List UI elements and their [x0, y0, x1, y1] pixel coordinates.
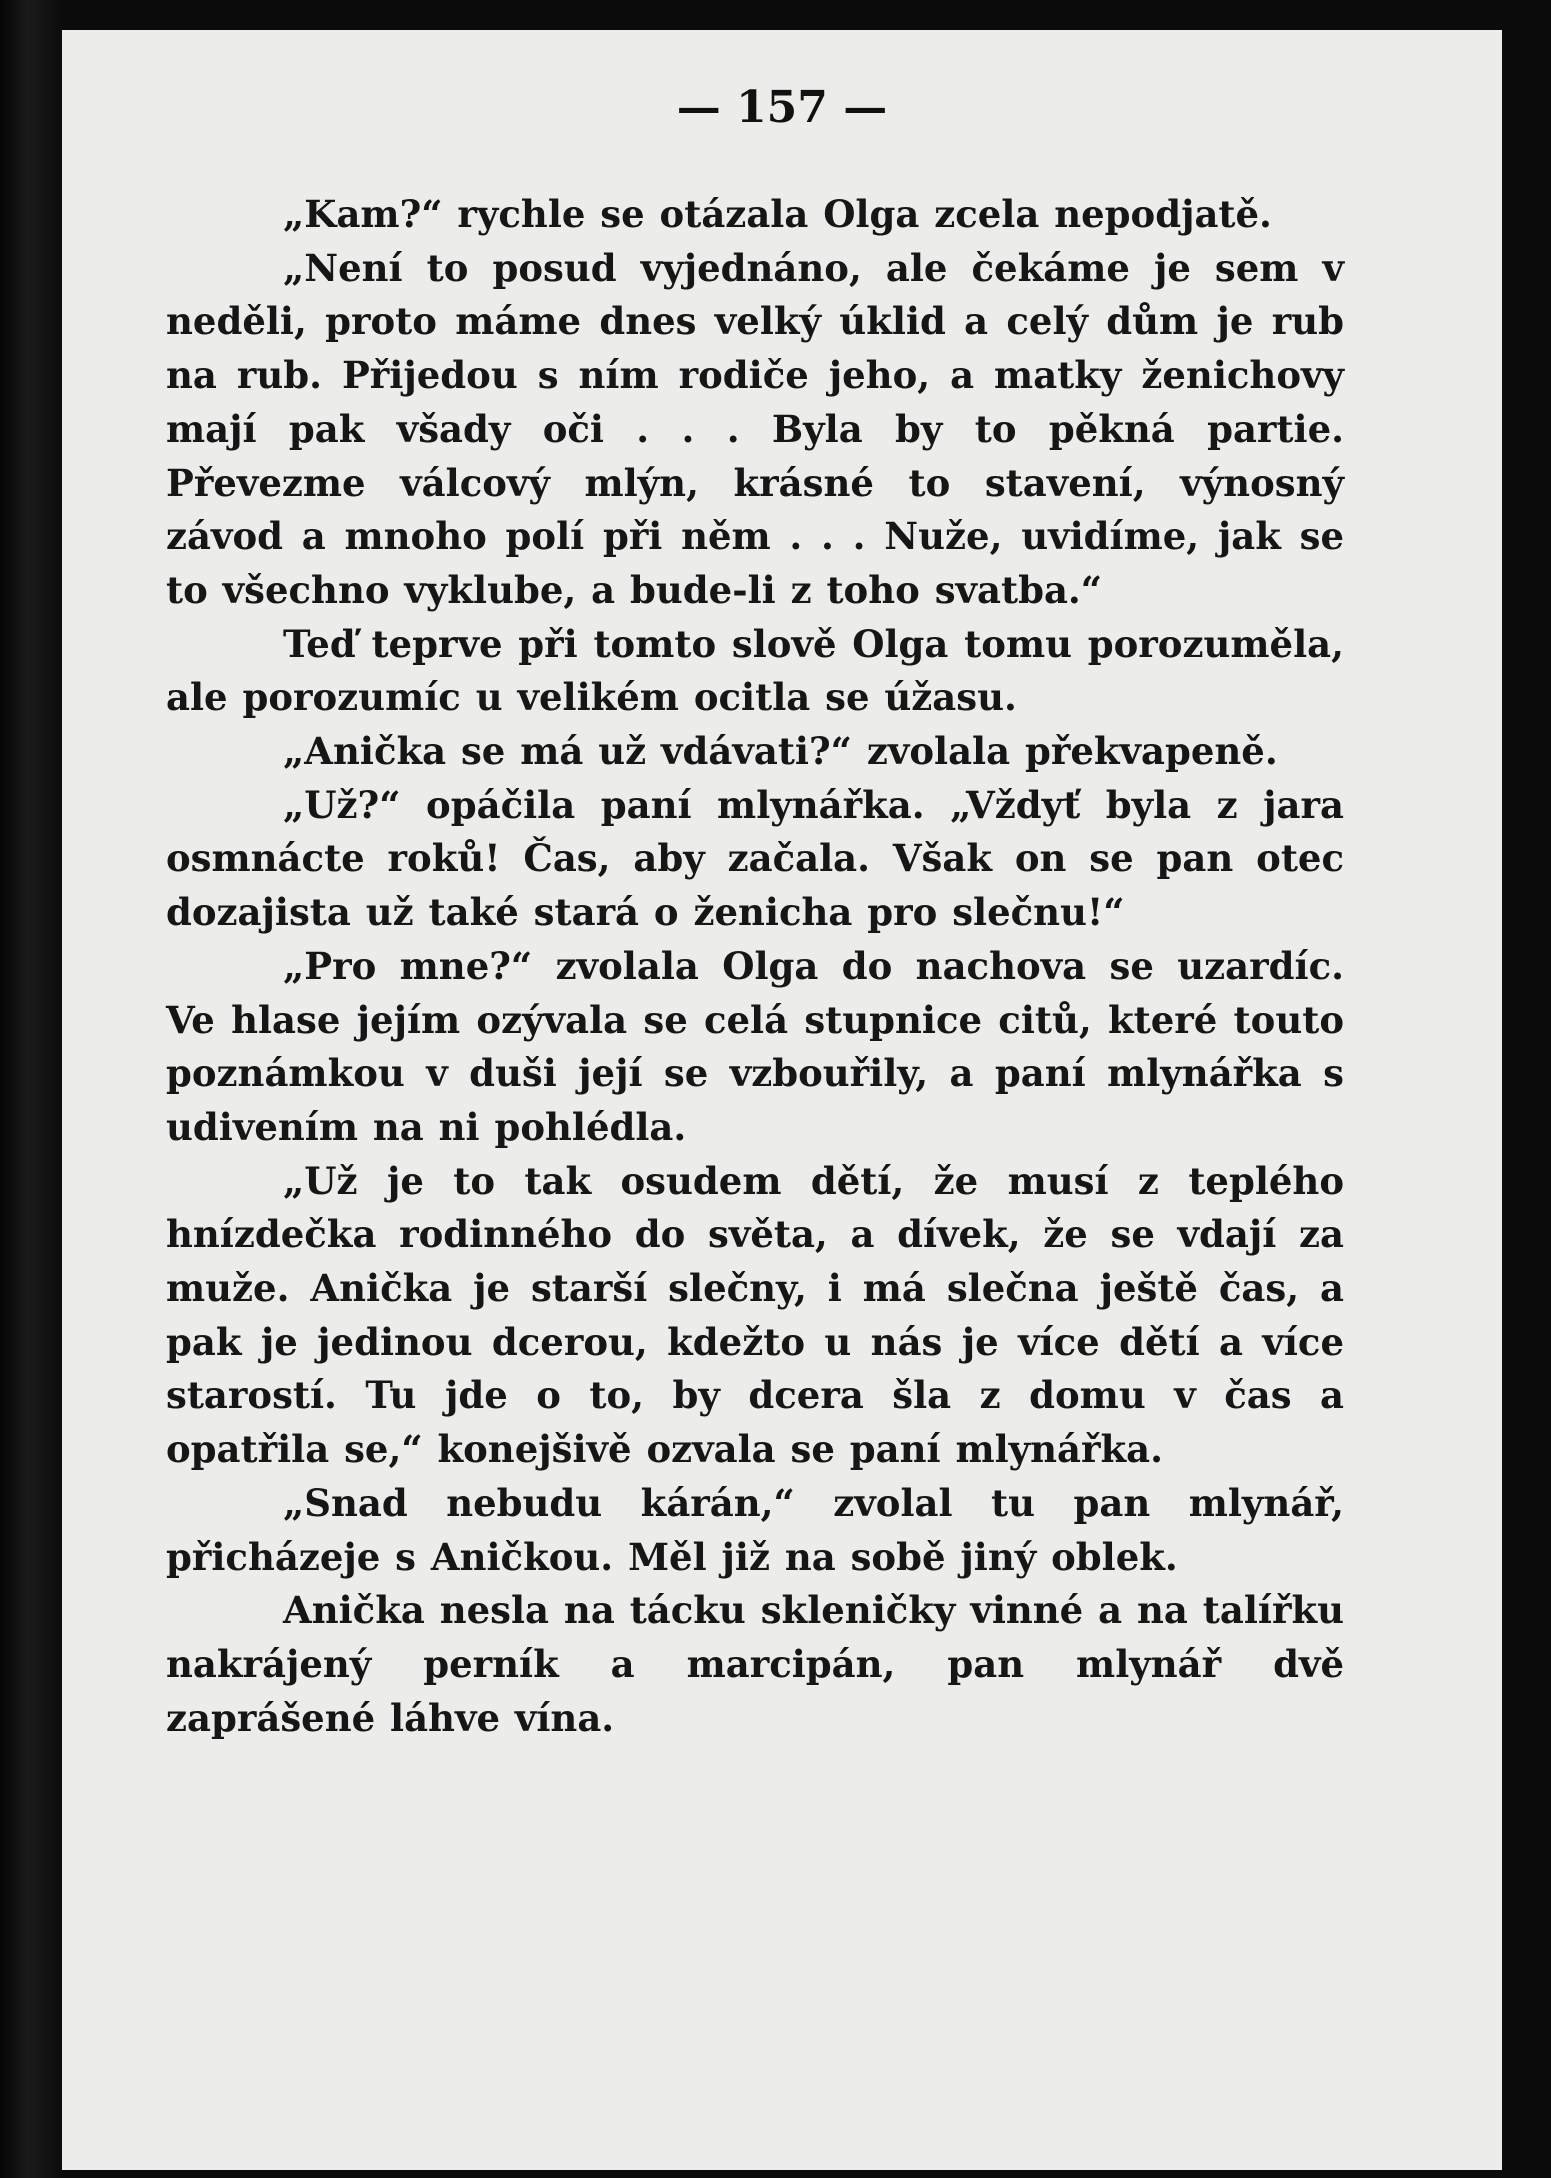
paragraph: „Anička se má už vdávati?“ zvolala překvapeně.: [283, 729, 1278, 774]
paragraph: Anička nesla na tácku skleničky vinné a na talířku nakrájený perník a marcipán, pan mlynář dvě zaprášené láhve vína.: [166, 1588, 1344, 1740]
paragraph: Teď teprve při tomto slově Olga tomu porozuměla, ale porozumíc u velikém ocitla se úžasu.: [166, 621, 1344, 720]
paragraph: „Není to posud vyjednáno, ale čekáme je sem v neděli, proto máme dnes velký úklid a celý dům je rub na rub. Přijedou s ním rodiče jeho, a matky ženichovy mají pak všady oči . . . Byla by to pěkná partie. Převezme válcový mlýn, krásné to stavení, výnosný závod a mnoho polí při něm . . . Nuže, uvidíme, jak se to všechno vyklube, a bude-li z toho svatba.“: [166, 245, 1344, 612]
paragraph: „Kam?“ rychle se otázala Olga zcela nepodjatě.: [283, 192, 1272, 236]
book-page: [62, 30, 1502, 2170]
paragraph: „Už?“ opáčila paní mlynářka. „Vždyť byla z jara osmnácte roků! Čas, aby začala. Však on se pan otec dozajista už také stará o ženicha pro slečnu!“: [166, 782, 1344, 935]
page-body-text: [166, 188, 1344, 1745]
page-number: — 157 —: [676, 82, 888, 133]
book-binding-edge: [0, 0, 62, 2178]
paragraph: „Pro mne?“ zvolala Olga do nachova se uzardíc. Ve hlase jejím ozývala se celá stupnice citů, které touto poznámkou v duši její se vzbouřily, a paní mlynářka s udivením na ni pohlédla.: [166, 943, 1344, 1149]
paragraph: „Snad nebudu kárán,“ zvolal tu pan mlynář, přicházeje s Aničkou. Měl již na sobě jiný oblek.: [166, 1480, 1344, 1579]
paragraph: „Už je to tak osudem dětí, že musí z teplého hnízdečka rodinného do světa, a dívek, že se vdají za muže. Anička je starší slečny, i má slečna ještě čas, a pak je jedinou dcerou, kdežto u nás je více dětí a více starostí. Tu jde o to, by dcera šla z domu v čas a opatřila se,“ konejšivě ozvala se paní mlynářka.: [166, 1158, 1344, 1472]
